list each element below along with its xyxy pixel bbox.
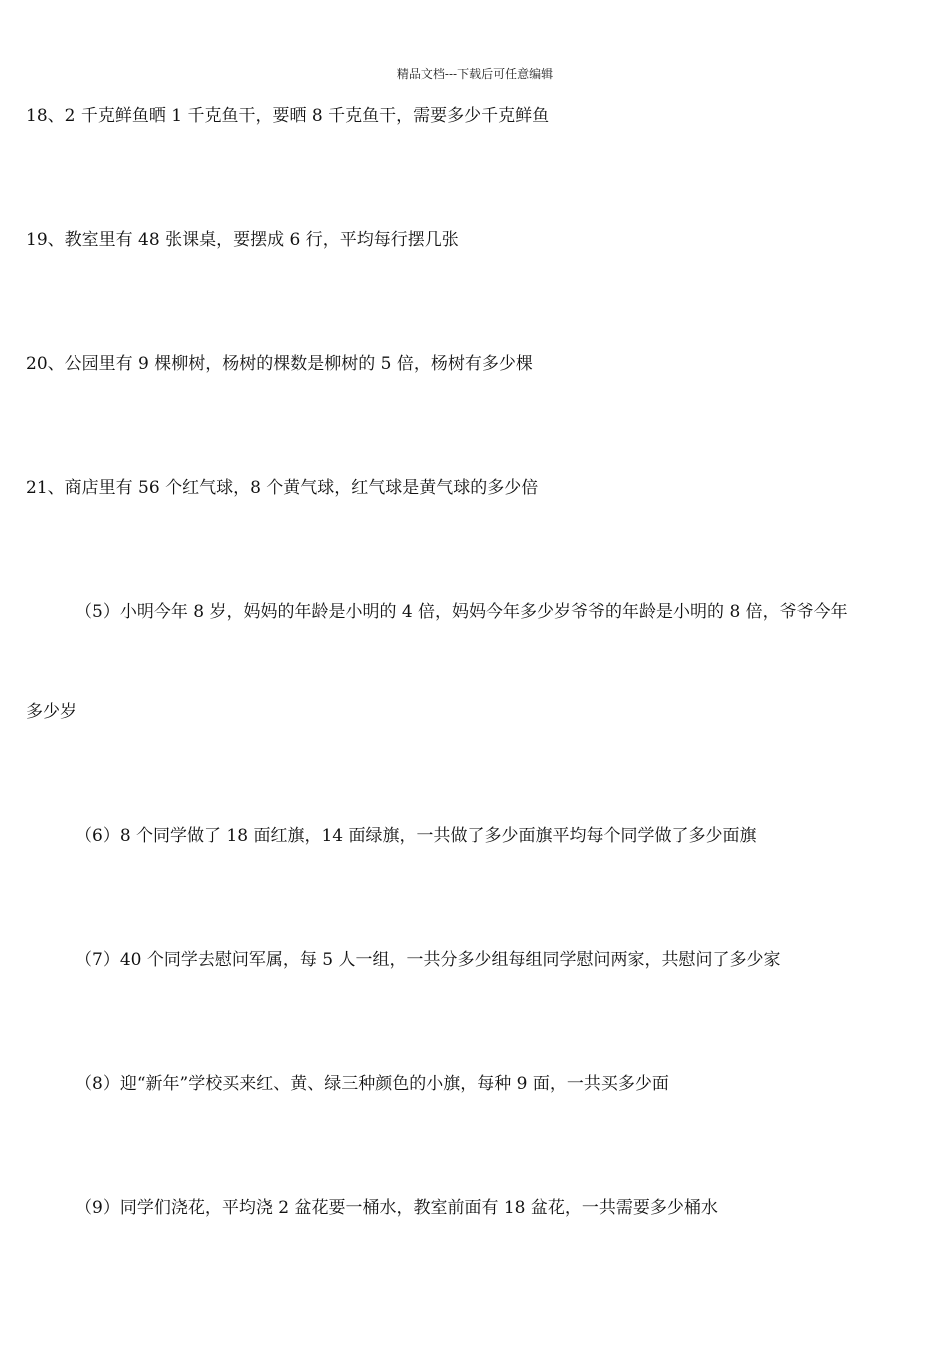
question-7: （7）40 个同学去慰问军属，每 5 人一组，一共分多少组每组同学慰问两家，共慰问了多少家 [75, 950, 781, 970]
question-8: （8）迎“新年”学校买来红、黄、绿三种颜色的小旗，每种 9 面，一共买多少面 [75, 1074, 669, 1094]
question-21: 21、商店里有 56 个红气球，8 个黄气球，红气球是黄气球的多少倍 [26, 478, 539, 498]
question-18: 18、2 千克鲜鱼晒 1 千克鱼干，要晒 8 千克鱼干，需要多少千克鲜鱼 [26, 106, 550, 126]
question-20: 20、公园里有 9 棵柳树，杨树的棵数是柳树的 5 倍，杨树有多少棵 [26, 354, 533, 374]
question-19: 19、教室里有 48 张课桌，要摆成 6 行，平均每行摆几张 [26, 230, 459, 250]
question-9: （9）同学们浇花，平均浇 2 盆花要一桶水，教室前面有 18 盆花，一共需要多少桶水 [75, 1198, 718, 1218]
question-5-line-2: 多少岁 [26, 702, 77, 722]
question-5-line-1: （5）小明今年 8 岁，妈妈的年龄是小明的 4 倍，妈妈今年多少岁爷爷的年龄是小明的 8 倍，爷爷今年 [75, 602, 848, 622]
page-header: 精品文档---下载后可任意编辑 [396, 67, 554, 81]
question-6: （6）8 个同学做了 18 面红旗，14 面绿旗，一共做了多少面旗平均每个同学做了多少面旗 [75, 826, 757, 846]
